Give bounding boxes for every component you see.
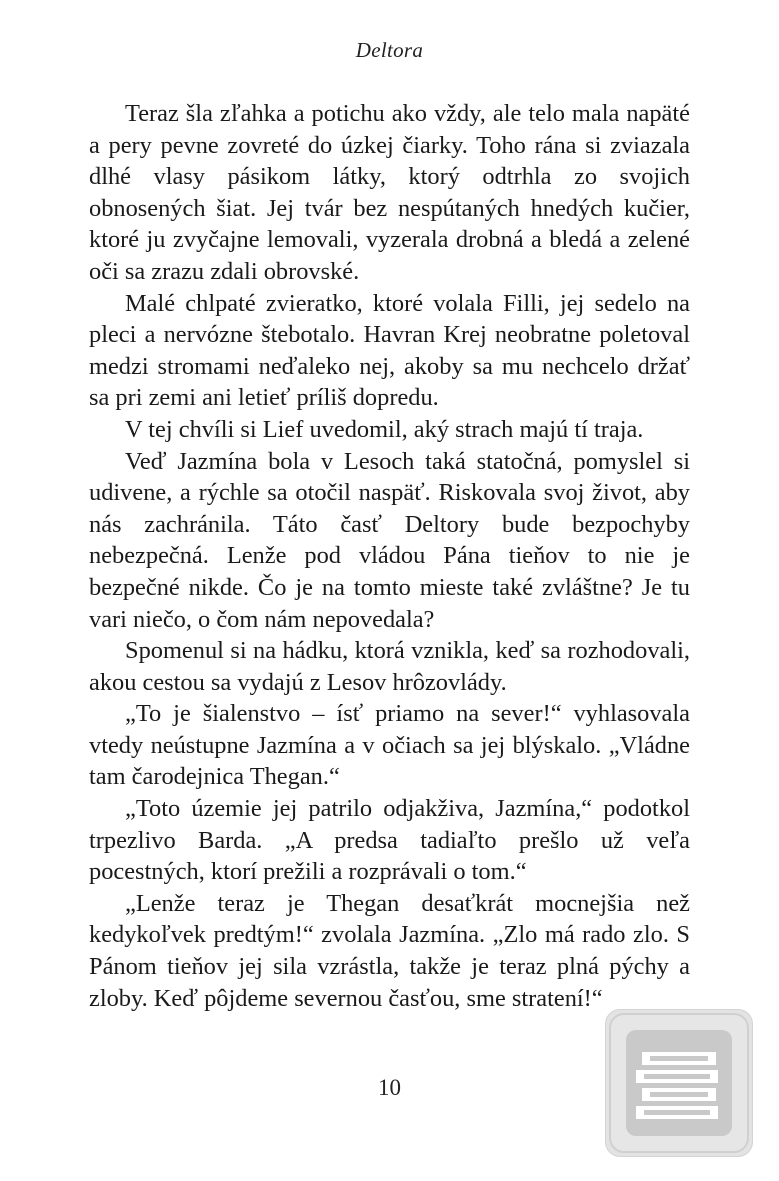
paragraph: Malé chlpaté zvieratko, ktoré volala Filli, jej sedelo na pleci a nervózne štebotalo. Havran Krej neobratne poletoval medzi stromami neďaleko nej, akoby sa mu nechcelo držať sa pri zemi ani letieť príliš dopredu.	[89, 289, 690, 412]
paragraph: Teraz šla zľahka a potichu ako vždy, ale telo mala napäté a pery pevne zovreté do úzkej čiarky. Toho rána si zviazala dlhé vlasy pásikom látky, ktorý odtrhla zo svojich obnosených šiat. Jej tvár bez nespútaných hnedých kučier, ktoré ju zvyčajne lemovali, vyzerala drobná a bledá a zelené oči sa zrazu zdali obrovské.	[89, 100, 690, 285]
stacked-books-icon	[606, 1010, 752, 1156]
watermark-graphic	[606, 1010, 752, 1156]
paragraph: „Toto územie jej patrilo odjakživa, Jazmína,“ podotkol trpezlivo Barda. „A predsa tadiaľto prešlo už veľa pocestných, ktorí prežili a rozprávali o tom.“	[89, 795, 690, 886]
paragraph: Veď Jazmína bola v Lesoch taká statočná, pomyslel si udivene, a rýchle sa otočil naspäť. Riskovala svoj život, aby nás zachránila. Táto časť Deltory bude bezpochyby nebezpečná. Lenže pod vládou Pána tieňov to nie je bezpečné nikde. Čo je na tomto mieste také zvláštne? Je tu vari niečo, o čom nám nepovedala?	[89, 447, 690, 633]
paragraph: „To je šialenstvo – ísť priamo na sever!“ vyhlasovala vtedy neústupne Jazmína a v očiach sa jej blýskalo. „Vládne tam čarodejnica Thegan.“	[89, 700, 690, 791]
paragraph: V tej chvíli si Lief uvedomil, aký strach majú tí traja.	[125, 415, 644, 443]
paragraph: „Lenže teraz je Thegan desaťkrát mocnejšia než kedykoľvek predtým!“ zvolala Jazmína. „Zlo má rado zlo. S Pánom tieňov jej sila vzrástla, takže je teraz plná pýchy a zloby. Keď pôjdeme severnou časťou, sme stratení!“	[89, 889, 690, 1012]
paragraph: Spomenul si na hádku, ktorá vznikla, keď sa rozhodovali, akou cestou sa vydajú z Lesov hrôzovlády.	[89, 637, 690, 696]
page-number: 10	[378, 1075, 401, 1100]
body-text	[89, 98, 690, 1014]
running-title: Deltora	[355, 38, 424, 62]
